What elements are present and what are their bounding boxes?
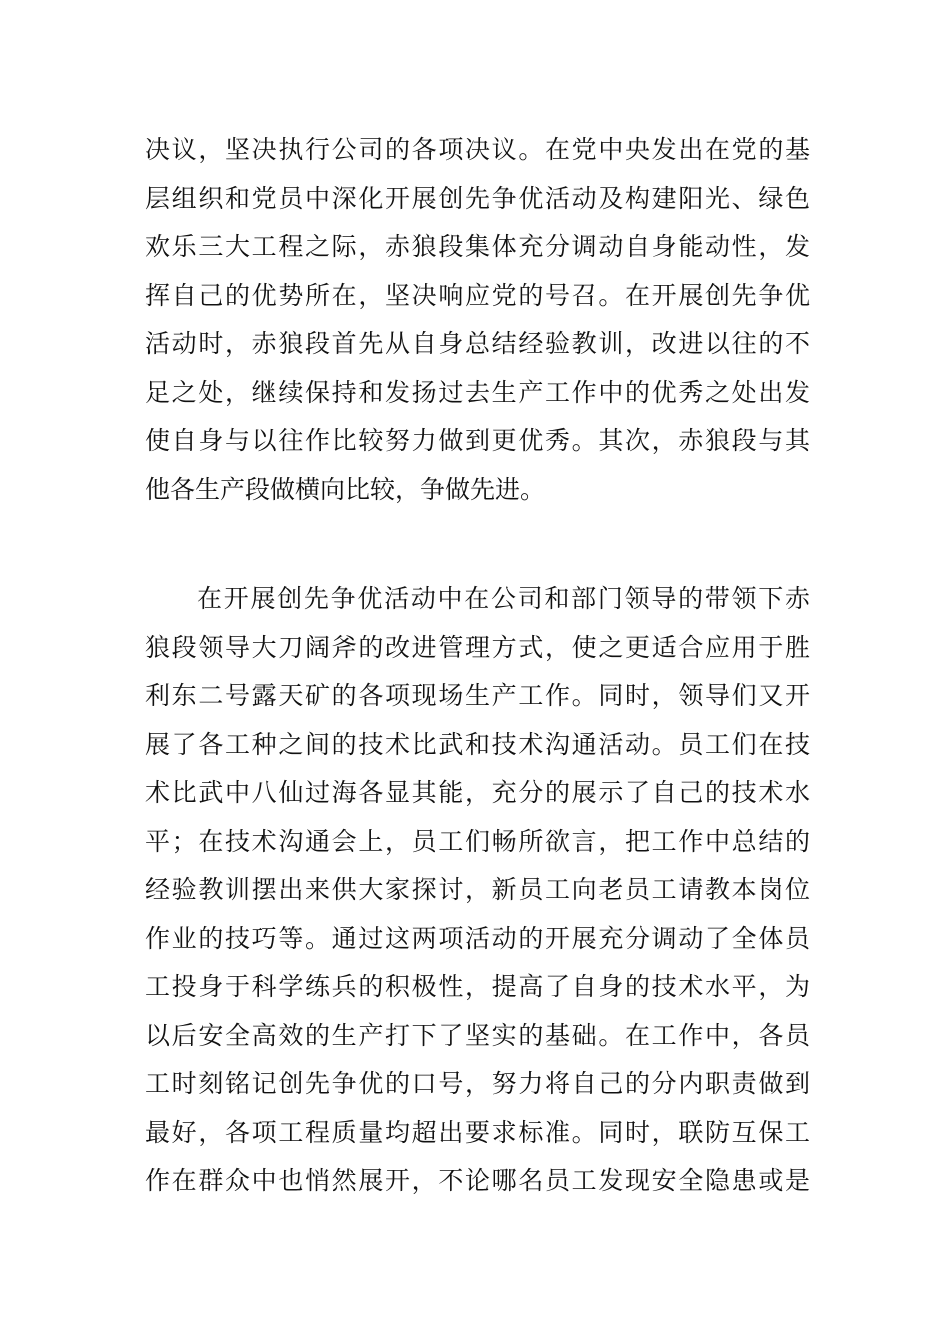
text-line: 以后安全高效的生产打下了坚实的基础。在工作中，各员	[145, 1020, 810, 1050]
text-line: 狼段领导大刀阔斧的改进管理方式，使之更适合应用于胜	[145, 632, 810, 662]
text-line: 挥自己的优势所在，坚决响应党的号召。在开展创先争优	[145, 280, 810, 310]
text-line: 欢乐三大工程之际，赤狼段集体充分调动自身能动性，发	[145, 232, 810, 261]
text-line: 作在群众中也悄然展开，不论哪名员工发现安全隐患或是	[145, 1166, 810, 1195]
text-line: 层组织和党员中深化开展创先争优活动及构建阳光、绿色	[145, 183, 810, 213]
text-line: 利东二号露天矿的各项现场生产工作。同时，领导们又开	[145, 681, 810, 710]
text-line: 最好，各项工程质量均超出要求标准。同时，联防互保工	[145, 1117, 810, 1147]
text-line: 工投身于科学练兵的积极性，提高了自身的技术水平，为	[145, 972, 810, 1001]
text-line: 他各生产段做横向比较，争做先进。	[145, 474, 546, 504]
text-line: 使自身与以往作比较努力做到更优秀。其次，赤狼段与其	[145, 426, 810, 455]
text-line: 足之处，继续保持和发扬过去生产工作中的优秀之处出发	[145, 377, 810, 407]
text-line: 作业的技巧等。通过这两项活动的开展充分调动了全体员	[145, 923, 810, 953]
text-line: 决议，坚决执行公司的各项决议。在党中央发出在党的基	[145, 135, 810, 164]
text-line: 在开展创先争优活动中在公司和部门领导的带领下赤	[197, 584, 810, 613]
text-line: 活动时，赤狼段首先从自身总结经验教训，改进以往的不	[145, 329, 810, 358]
text-line: 平；在技术沟通会上，员工们畅所欲言，把工作中总结的	[145, 826, 810, 856]
paragraph-2	[145, 575, 810, 1206]
text-line: 展了各工种之间的技术比武和技术沟通活动。员工们在技	[145, 729, 810, 759]
text-line: 经验教训摆出来供大家探讨，新员工向老员工请教本岗位	[145, 875, 810, 904]
text-line: 工时刻铭记创先争优的口号，努力将自己的分内职责做到	[145, 1069, 810, 1098]
text-line: 术比武中八仙过海各显其能，充分的展示了自己的技术水	[145, 778, 810, 807]
paragraph-1	[145, 126, 810, 514]
